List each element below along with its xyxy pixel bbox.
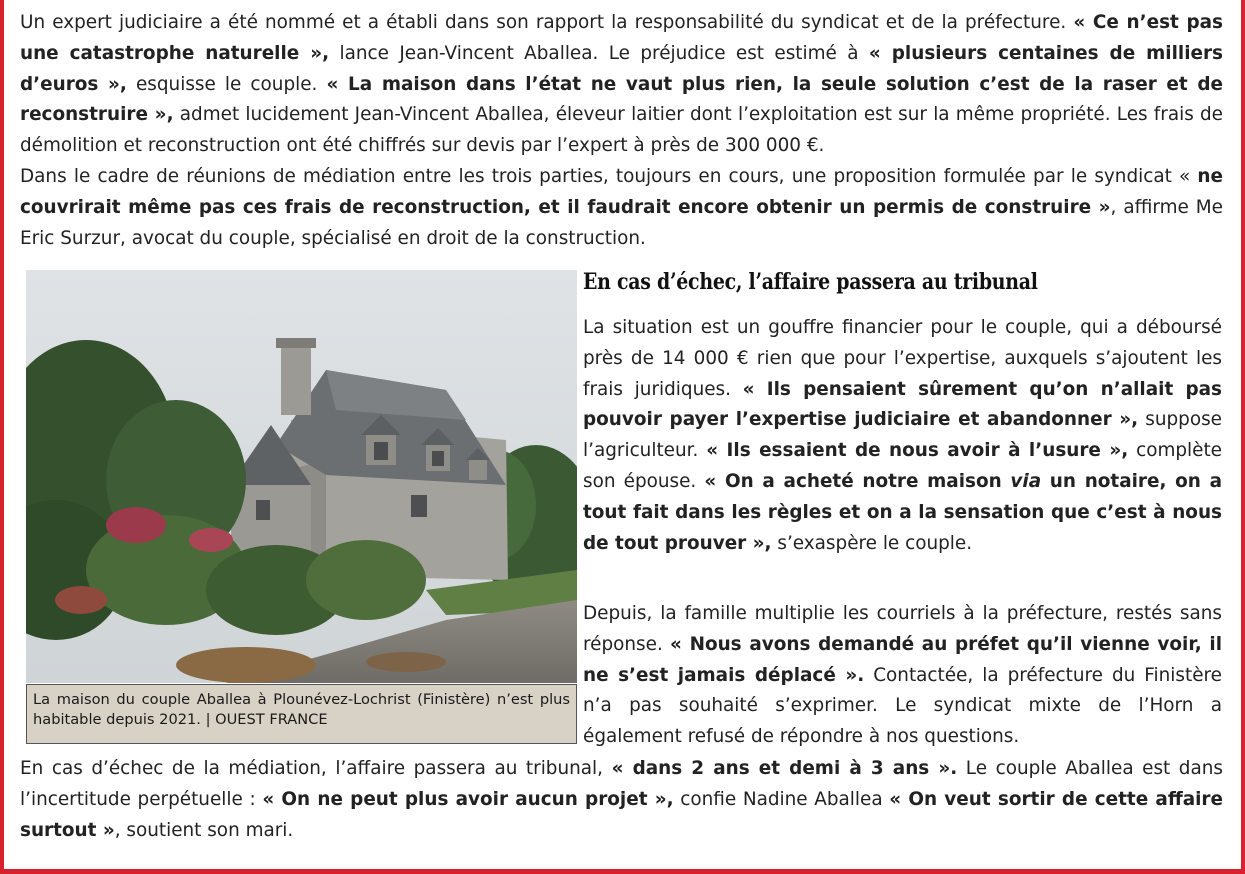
quote: « plusieurs centaines de milliers d’euros », — [20, 42, 1223, 95]
body-paragraph-3 — [583, 313, 1222, 559]
quote: ne couvrirait même pas ces frais de reconstruction, et il faudrait encore obtenir un permis de construire » — [20, 166, 1223, 218]
closing-paragraph — [20, 754, 1223, 846]
text-run: lance Jean-Vincent Aballea. Le préjudice est estimé à — [329, 42, 869, 64]
text-run: s’exaspère le couple. — [771, 532, 973, 554]
text-run: confie Nadine Aballea — [673, 788, 890, 810]
text-run: La situation est un gouffre financier pour le couple, qui a déboursé près de 14 000 € rien que pour l’expertise, auxquels s’ajoutent les frais juridiques. — [583, 317, 1222, 400]
italic-word: via — [1010, 470, 1042, 492]
text-run: esquisse le couple. — [126, 73, 327, 95]
text-run: Le couple Aballea est dans l’incertitude perpétuelle : — [20, 758, 1223, 810]
intro-paragraph-1 — [20, 8, 1223, 162]
quote: « Ils essaient de nous avoir à l’usure », — [706, 440, 1129, 462]
intro-paragraph-2 — [20, 162, 1223, 254]
section-heading: En cas d’échec, l’affaire passera au tribunal — [583, 269, 1038, 295]
text-run: complète son épouse. — [583, 440, 1222, 492]
quote: « Ils pensaient sûrement qu’on n’allait pas pouvoir payer l’expertise judiciaire et abandonner », — [583, 378, 1222, 431]
text-run: , affirme Me Eric Surzur, avocat du couple, spécialisé en droit de la construction. — [20, 196, 1223, 249]
text-run: Un expert judiciaire a été nommé et a établi dans son rapport la responsabilité du syndicat et de la préfecture. — [20, 12, 1074, 33]
quote: « dans 2 ans et demi à 3 ans ». — [611, 758, 958, 779]
text-run: un notaire, on a tout fait dans les règles et on a la sensation que c’est à nous de tout prouver », — [583, 470, 1222, 554]
house-illustration — [26, 270, 577, 683]
quote: « On ne peut plus avoir aucun projet », — [262, 788, 674, 810]
text-run: Depuis, la famille multiplie les courriels à la préfecture, restés sans réponse. — [583, 603, 1222, 655]
house-photo — [26, 270, 577, 683]
quote: « La maison dans l’état ne vaut plus rien, la seule solution c’est de la raser et de reconstruire », — [20, 73, 1223, 126]
text-run: , soutient son mari. — [114, 819, 294, 841]
body-paragraph-4 — [583, 599, 1222, 753]
quote: « Ce n’est pas une catastrophe naturelle », — [20, 12, 1223, 64]
photo-caption: La maison du couple Aballea à Plounévez-Lochrist (Finistère) n’est plus habitable depuis 2021. | OUEST FRANCE — [26, 684, 577, 744]
text-run: Dans le cadre de réunions de médiation entre les trois parties, toujours en cours, une proposition formulée par le syndicat « — [20, 166, 1198, 187]
quote: « Nous avons demandé au préfet qu’il vienne voir, il ne s’est jamais déplacé ». — [583, 633, 1223, 686]
text-run: En cas d’échec de la médiation, l’affaire passera au tribunal, — [20, 758, 612, 779]
quote: « On veut sortir de cette affaire surtout » — [20, 788, 1223, 841]
text-run: admet lucidement Jean-Vincent Aballea, éleveur laitier dont l’exploitation est sur la même propriété. Les frais de démolition et reconstruction ont été chiffrés sur devis par l’expert à près de 300 000 €. — [20, 104, 1224, 157]
text-run: suppose l’agriculteur. — [583, 409, 1222, 462]
text-run: « On a acheté notre maison — [704, 470, 1011, 492]
text-run: Contactée, la préfecture du Finistère n’a pas souhaité s’exprimer. Le syndicat mixte de l’Horn a également refusé de répondre à nos questions. — [583, 664, 1222, 748]
